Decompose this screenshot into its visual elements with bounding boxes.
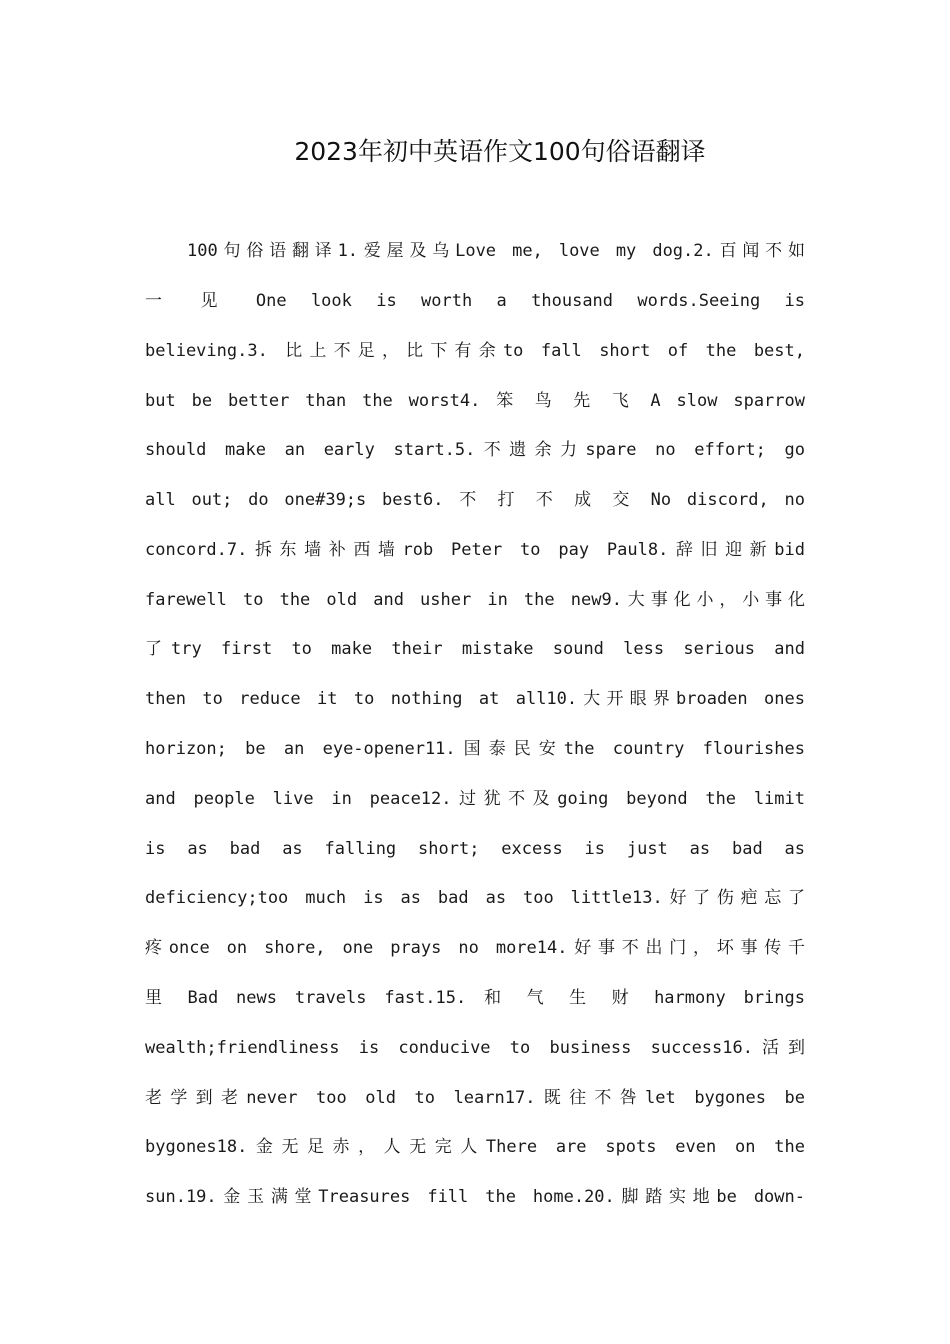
body-text-line: farewell to the old and usher in the new9.大事化小，小事化 — [145, 590, 805, 610]
body-text-line: believing.3. 比上不足，比下有余to fall short of the best, — [145, 341, 805, 361]
body-text-line: and people live in peace12.过犹不及going beyond the limit — [145, 789, 805, 809]
body-text-line: 疼once on shore, one prays no more14.好事不出门，坏事传千 — [145, 938, 805, 958]
body-text-line: but be better than the worst4. 笨 鸟 先 飞 A slow sparrow — [145, 391, 805, 411]
body-text-line: 一 见 One look is worth a thousand words.Seeing is — [145, 291, 805, 311]
body-text-line: should make an early start.5.不遗余力spare no effort; go — [145, 440, 805, 460]
body-text-line: concord.7.拆东墙补西墙rob Peter to pay Paul8.辞旧迎新bid — [145, 540, 805, 560]
body-text-line: 100句俗语翻译1.爱屋及乌Love me, love my dog.2.百闻不如 — [187, 241, 805, 261]
body-text-line: 了try first to make their mistake sound less serious and — [145, 639, 805, 659]
body-text-line: deficiency;too much is as bad as too little13.好了伤疤忘了 — [145, 888, 805, 908]
body-text-line: bygones18.金无足赤，人无完人There are spots even on the — [145, 1137, 805, 1157]
body-text-line: 老学到老never too old to learn17.既往不咎let bygones be — [145, 1088, 805, 1108]
body-text-line: then to reduce it to nothing at all10.大开眼界broaden ones — [145, 689, 805, 709]
body-text-line: horizon; be an eye-opener11.国泰民安the country flourishes — [145, 739, 805, 759]
body-text-line: 里 Bad news travels fast.15. 和 气 生 财 harmony brings — [145, 988, 805, 1008]
body-text-line: sun.19.金玉满堂Treasures fill the home.20.脚踏实地be down- — [145, 1187, 805, 1207]
document-title: 2023年初中英语作文100句俗语翻译 — [294, 137, 706, 166]
body-text-line: all out; do one#39;s best6. 不 打 不 成 交 No discord, no — [145, 490, 805, 510]
body-text-line: wealth;friendliness is conducive to business success16.活到 — [145, 1038, 805, 1058]
body-text-line: is as bad as falling short; excess is just as bad as — [145, 839, 805, 859]
